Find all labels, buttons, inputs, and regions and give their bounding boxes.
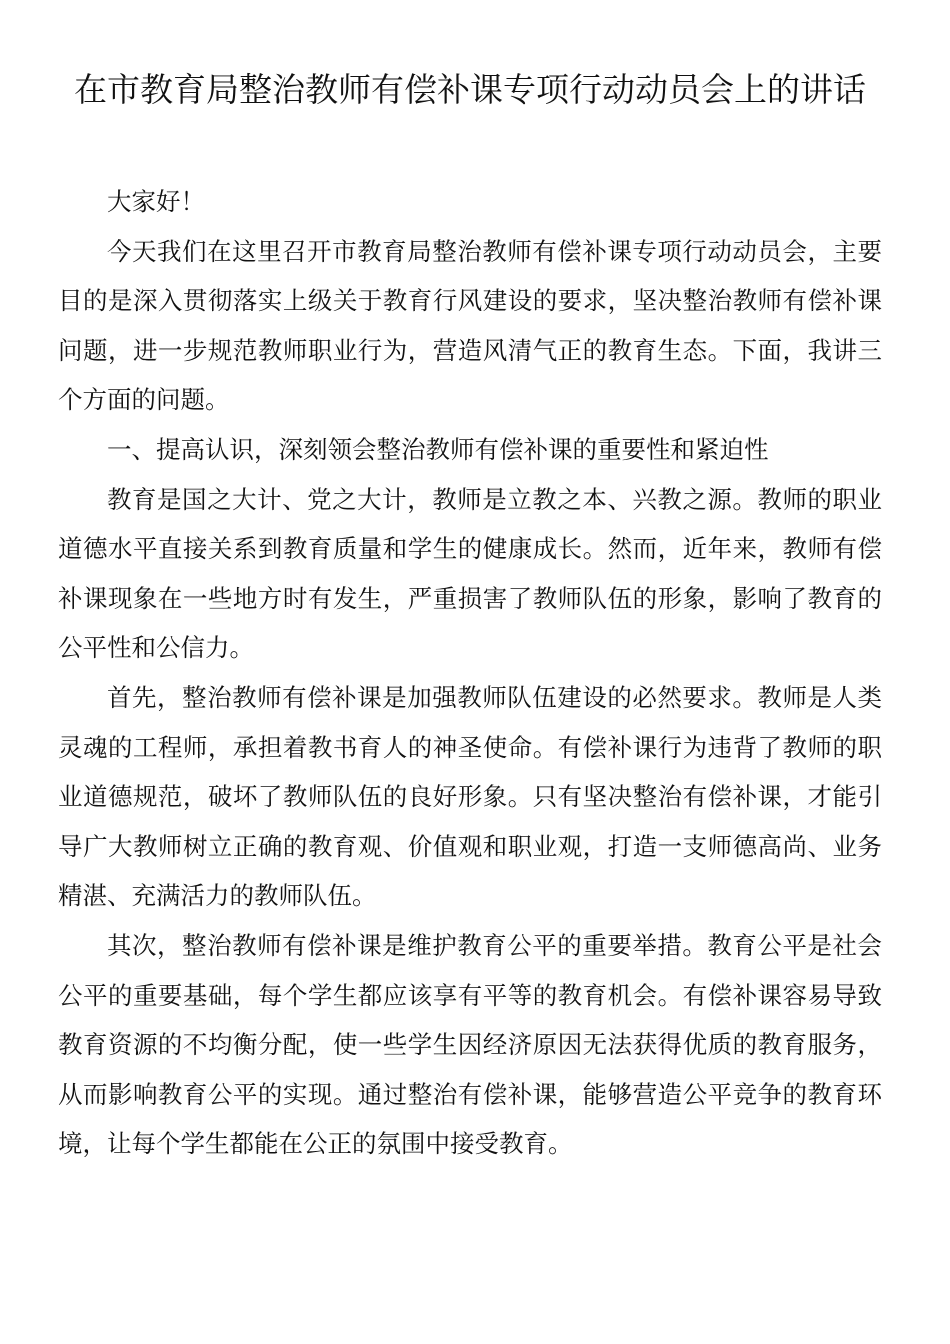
section-heading-1: 一、提高认识，深刻领会整治教师有偿补课的重要性和紧迫性: [107, 434, 769, 464]
paragraph-section-1-overview: 教育是国之大计、党之大计，教师是立教之本、兴教之源。教师的职业道德水平直接关系到教育质量和学生的健康成长。然而，近年来，教师有偿补课现象在一些地方时有发生，严重损害了教师队伍的形象，影响了教育的公平性和公信力。: [58, 484, 882, 663]
document-body: [58, 177, 882, 1169]
document-title: 在市教育局整治教师有偿补课专项行动动员会上的讲话: [74, 70, 866, 109]
paragraph-greeting: 大家好！: [107, 187, 205, 216]
paragraph-introduction: 今天我们在这里召开市教育局整治教师有偿补课专项行动动员会，主要目的是深入贯彻落实上级关于教育行风建设的要求，坚决整治教师有偿补课问题，进一步规范教师职业行为，营造风清气正的教育生态。下面，我讲三个方面的问题。: [58, 236, 882, 415]
paragraph-second-point: 其次，整治教师有偿补课是维护教育公平的重要举措。教育公平是社会公平的重要基础，每个学生都应该享有平等的教育机会。有偿补课容易导致教育资源的不均衡分配，使一些学生因经济原因无法获得优质的教育服务，从而影响教育公平的实现。通过整治有偿补课，能够营造公平竞争的教育环境，让每个学生都能在公正的氛围中接受教育。: [58, 930, 882, 1159]
paragraph-first-point: 首先，整治教师有偿补课是加强教师队伍建设的必然要求。教师是人类灵魂的工程师，承担着教书育人的神圣使命。有偿补课行为违背了教师的职业道德规范，破坏了教师队伍的良好形象。只有坚决整治有偿补课，才能引导广大教师树立正确的教育观、价值观和职业观，打造一支师德高尚、业务精湛、充满活力的教师队伍。: [58, 682, 882, 911]
